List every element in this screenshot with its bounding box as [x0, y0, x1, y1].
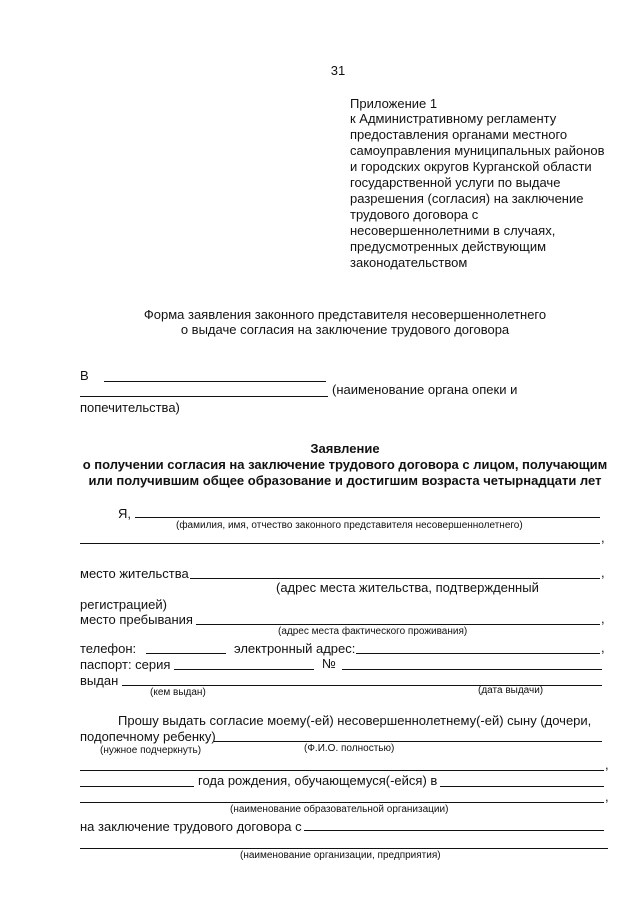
appendix-line: государственной услуги по выдаче [350, 175, 561, 190]
passport-number-field[interactable] [342, 669, 602, 670]
comma: , [601, 530, 605, 545]
applicant-name-field[interactable] [135, 517, 600, 518]
stay-label: место пребывания [80, 612, 193, 627]
comma: , [601, 640, 605, 655]
applicant-prefix: Я, [118, 506, 131, 521]
residence-hint-2: регистрацией) [80, 597, 167, 612]
employer-hint: (наименование организации, предприятия) [240, 850, 441, 861]
birth-year-field[interactable] [80, 786, 194, 787]
addressee-hint: (наименование органа опеки и [332, 382, 518, 397]
applicant-name-hint: (фамилия, имя, отчество законного представителя несовершеннолетнего) [176, 520, 523, 531]
statement-title: Заявление [310, 441, 380, 456]
stay-field[interactable] [196, 624, 600, 625]
comma: , [601, 611, 605, 626]
passport-series-field[interactable] [174, 669, 314, 670]
email-field[interactable] [356, 653, 600, 654]
form-title-line2: о выдаче согласия на заключение трудового договора [180, 322, 510, 337]
request-line-1: Прошу выдать согласие моему(-ей) несовершеннолетнему(-ей) сыну (дочери, [118, 713, 592, 728]
addressee-hint-cont: попечительства) [80, 400, 180, 415]
passport-issued-label: выдан [80, 673, 119, 688]
addressee-field[interactable] [104, 381, 326, 382]
appendix-line: предоставления органами местного [350, 127, 568, 142]
residence-field[interactable] [190, 578, 600, 579]
contract-label: на заключение трудового договора с [80, 819, 302, 834]
residence-label: место жительства [80, 566, 189, 581]
form-title-line1: Форма заявления законного представителя несовершеннолетнего [143, 307, 547, 322]
phone-field[interactable] [146, 653, 226, 654]
school-hint: (наименование образовательной организации) [230, 804, 449, 815]
appendix-line: к Административному регламенту [350, 111, 557, 126]
comma: , [601, 565, 605, 580]
child-name-field[interactable] [214, 741, 602, 742]
comma: , [605, 757, 609, 772]
school-field-2[interactable] [80, 802, 604, 803]
statement-subtitle-1: о получении согласия на заключение трудового договора с лицом, получающим [82, 457, 608, 472]
appendix-line: законодательством [350, 255, 468, 270]
issue-date-hint: (дата выдачи) [478, 685, 544, 696]
passport-number-label: № [322, 656, 336, 671]
email-label: электронный адрес: [234, 641, 356, 656]
appendix-line: предусмотренных действующим [350, 239, 547, 254]
addressee-field-2[interactable] [80, 396, 328, 397]
applicant-name-field-2[interactable] [80, 543, 600, 544]
request-line-2: подопечному ребенку) [80, 729, 216, 744]
residence-hint-1: (адрес места жительства, подтвержденный [276, 580, 539, 595]
employer-field-2[interactable] [80, 848, 608, 849]
page-number: 31 [330, 63, 346, 78]
employer-field[interactable] [304, 830, 604, 831]
birth-year-text: года рождения, обучающемуся(-ейся) в [198, 773, 438, 788]
stay-hint: (адрес места фактического проживания) [278, 626, 468, 637]
full-name-hint: (Ф.И.О. полностью) [304, 743, 395, 754]
appendix-line: разрешения (согласия) на заключение [350, 191, 584, 206]
appendix-line: самоуправления муниципальных районов [350, 143, 605, 158]
child-name-field-2[interactable] [80, 770, 604, 771]
statement-subtitle-2: или получившим общее образование и достигшим возраста четырнадцати лет [88, 473, 602, 488]
issued-by-hint: (кем выдан) [150, 687, 206, 698]
underline-hint: (нужное подчеркнуть) [100, 745, 202, 756]
appendix-title: Приложение 1 [350, 96, 438, 111]
appendix-line: трудового договора с [350, 207, 479, 222]
school-field[interactable] [440, 786, 604, 787]
comma: , [605, 789, 609, 804]
phone-label: телефон: [80, 641, 137, 656]
addressee-prefix: В [80, 368, 89, 383]
appendix-line: и городских округов Курганской области [350, 159, 592, 174]
appendix-line: несовершеннолетними в случаях, [350, 223, 556, 238]
passport-series-label: паспорт: серия [80, 657, 171, 672]
